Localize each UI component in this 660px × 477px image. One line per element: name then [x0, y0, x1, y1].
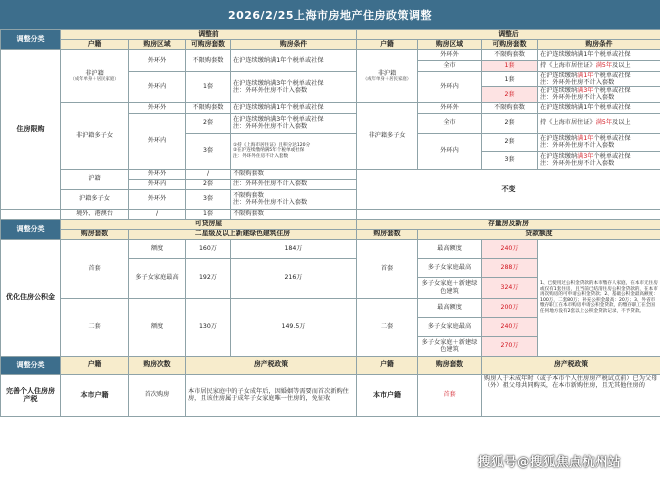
before-slash-1: / [186, 169, 231, 179]
fund-col-count-r: 购房套数 [357, 229, 418, 239]
col-cond-after: 购房条件 [538, 40, 660, 50]
col-cond: 购房条件 [231, 40, 357, 50]
fund-multi-r: 多子女家庭最高 [418, 258, 482, 277]
fund-second-v2: 240万 [482, 317, 538, 336]
tax-col-times: 购房次数 [129, 356, 186, 374]
page-title: 2026/2/25上海市房地产住房政策调整 [0, 0, 660, 29]
before-cond-c: 在沪连续缴纳满3年个税单或社保 注：外环外住房不计入套数 [231, 113, 357, 133]
after-cond-card: 持《上海市居住证》满5年及以上 [538, 61, 660, 72]
fund-first-m2: 216万 [231, 258, 357, 298]
after-nonlocal: 非沪籍 （成年单身＋居民家庭） [357, 50, 418, 103]
col-count-after: 可购房套数 [482, 40, 538, 50]
category-header-3: 调整分类 [1, 356, 61, 374]
fund-second: 二套 [61, 298, 129, 356]
tax-col-hukou: 户籍 [61, 356, 129, 374]
category-purchase: 住房限购 [1, 50, 61, 210]
fund-first-q2: 184万 [231, 239, 357, 258]
category-tax: 完善个人住房房产税 [1, 374, 61, 416]
before-nolimit: 不限购套数 [186, 50, 231, 72]
tax-first-r: 首套 [418, 374, 482, 416]
after-whole-city-2: 全市 [418, 113, 482, 133]
fund-col-count: 购房套数 [61, 229, 129, 239]
before-cond-1y-2: 在沪连续缴纳满1年个税单或社保 [231, 102, 357, 113]
fund-second-v1: 200万 [482, 298, 538, 317]
fund-max-label: 最高额度 [418, 239, 482, 258]
before-header: 调整前 [61, 30, 357, 40]
after-nonlocal-children: 非沪籍多子女 [357, 102, 418, 169]
fund-multi-r-2: 多子女家庭最高 [418, 317, 482, 336]
fund-quota-label-2: 额度 [129, 298, 186, 356]
after-cond-1y-2: 在沪连续缴纳满1年个税单或社保 [538, 102, 660, 113]
after-header: 调整后 [357, 30, 660, 40]
tax-col-policy-r: 房产税政策 [482, 356, 660, 374]
fund-quota-label: 额度 [129, 239, 186, 258]
after-nolimit-2: 不限购套数 [482, 102, 538, 113]
tax-first-time: 首次购房 [129, 374, 186, 416]
fund-multi-green-2: 多子女家庭＋新建绿色建筑 [418, 336, 482, 356]
after-outside: 外环外 [418, 50, 482, 61]
before-two: 2套 [186, 113, 231, 133]
category-fund: 优化住房公积金 [1, 239, 61, 356]
after-cond-3y-in: 在沪连续缴纳满3年个税单或社保 注：外环外住房不计入套数 [538, 87, 660, 102]
after-unchanged: 不变 [357, 169, 660, 209]
before-local: 沪籍 [61, 169, 129, 189]
after-cond-1y-c: 在沪连续缴纳满1年个税单或社保 注：外环外住房不计入套数 [538, 133, 660, 151]
after-count-2c: 2套 [482, 133, 538, 151]
fund-multi-green: 多子女家庭＋新建绿色建筑 [418, 277, 482, 298]
before-outside: 外环外 [129, 50, 186, 72]
fund-max-label-2: 最高额度 [418, 298, 482, 317]
after-inside-2: 外环内 [418, 133, 482, 169]
fund-second-v3: 270万 [482, 336, 538, 356]
fund-first-v3: 324万 [482, 277, 538, 298]
before-outside-2: 外环外 [129, 102, 186, 113]
before-lc-c: 不限购套数 注：外环外住房不计入套数 [231, 189, 357, 209]
fund-first-m1: 192万 [186, 258, 231, 298]
fund-note: 1、已使用过公积金贷款的本市缴存人家庭，在本市无住房或仅有1套住房，且当前已结清住房公积金贷款的，在本市再次购房的可申请公积金贷款；2、基础公积金最高额度：100万，二套80万；补充公积金最高：20万；3、外省市缴存职工在本市购房申请公积金贷款，的缴存职工在全国任何地方没有2套以上公积金贷款记录，不予贷款。 [538, 239, 660, 356]
fund-first: 首套 [61, 239, 129, 298]
before-cond-card: ①持《上海市居住证》且积分达120分 ②在沪连续缴纳满5年个税单或社保 注：外环外住房不计入套数 [231, 133, 357, 169]
fund-second-q1: 130万 [186, 298, 231, 356]
tax-policy-right: 购房人于未成年时（或子本市个人住房房产税试点前）已为父母（外）祖父母共同购买，在本市新购住房，且无其他住房的 [482, 374, 660, 416]
after-count-2b: 2套 [482, 113, 538, 133]
before-outside-3: 外环外 [129, 169, 186, 179]
tax-col-count-r: 购房套数 [418, 356, 482, 374]
fund-second-q2: 149.5万 [231, 298, 357, 356]
fund-multi-label: 多子女家庭最高 [129, 258, 186, 298]
before-local-nolimit: 不限购套数 [231, 169, 357, 179]
after-cond-1y-in: 在沪连续缴纳满1年个税单或社保 注：外环外住房不计入套数 [538, 72, 660, 87]
tax-col-policy: 房产税政策 [186, 356, 357, 374]
category-header: 调整分类 [1, 30, 61, 50]
before-inside-2: 外环内 [129, 113, 186, 169]
fund-second-r: 二套 [357, 298, 418, 356]
before-hk-c: 不限购套数 [231, 209, 357, 219]
after-cond-3y-c: 在沪连续缴纳满3年个税单或社保 注：外环外住房不计入套数 [538, 151, 660, 169]
col-area-after: 购房区域 [418, 40, 482, 50]
fund-first-v1: 240万 [482, 239, 538, 258]
before-local-children: 沪籍多子女 [61, 189, 129, 209]
before-outside-4: 外环外 [129, 189, 186, 209]
before-local-c: 注：外环外住房不计入套数 [231, 179, 357, 189]
after-count-1: 1套 [482, 61, 538, 72]
before-nonlocal-children: 非沪籍多子女 [61, 102, 129, 169]
before-one: 1套 [186, 72, 231, 103]
col-count: 可购房套数 [186, 40, 231, 50]
before-nolimit-2: 不限购套数 [186, 102, 231, 113]
after-count-1b: 1套 [482, 72, 538, 87]
policy-table [0, 29, 660, 417]
after-whole-city: 全市 [418, 61, 482, 72]
col-hukou: 户籍 [61, 40, 129, 50]
after-count-3: 3套 [482, 151, 538, 169]
fund-col-quota-r: 贷款额度 [418, 229, 660, 239]
tax-hukou: 本市户籍 [61, 374, 129, 416]
before-inside-3: 外环内 [129, 179, 186, 189]
before-three: 3套 [186, 133, 231, 169]
before-slash-2: / [129, 209, 186, 219]
before-cond-3y: 在沪连续缴纳满3年个税单或社保 注：外环外住房不计入套数 [231, 72, 357, 103]
category-header-2: 调整分类 [1, 219, 61, 239]
fund-left-header: 可贷房屋 [61, 219, 357, 229]
watermark-text: 搜狐号@搜狐焦点杭州站 [478, 454, 622, 469]
fund-first-r: 首套 [357, 239, 418, 298]
fund-col-green: 二星级及以上新建绿色建筑住房 [129, 229, 357, 239]
before-nonlocal: 非沪籍 （成年单身＋居民家庭） [61, 50, 129, 103]
fund-right-header: 存量房及新房 [357, 219, 660, 229]
tax-hukou-r: 本市户籍 [357, 374, 418, 416]
tax-col-hukou-r: 户籍 [357, 356, 418, 374]
after-nolimit: 不限购套数 [482, 50, 538, 61]
col-area: 购房区域 [129, 40, 186, 50]
fund-first-q1: 160万 [186, 239, 231, 258]
fund-first-v2: 288万 [482, 258, 538, 277]
before-inside: 外环内 [129, 72, 186, 103]
after-cond-1y: 在沪连续缴纳满1年个税单或社保 [538, 50, 660, 61]
before-two-2: 2套 [186, 179, 231, 189]
before-cond-1y: 在沪连续缴纳满1年个税单或社保 [231, 50, 357, 72]
after-count-2: 2套 [482, 87, 538, 102]
before-hk: 境外、港澳台 [61, 209, 129, 219]
after-cond-card-2: 持《上海市居住证》满5年及以上 [538, 113, 660, 133]
after-inside: 外环内 [418, 72, 482, 103]
before-hk-one: 1套 [186, 209, 231, 219]
col-hukou-after: 户籍 [357, 40, 418, 50]
after-outside-2: 外环外 [418, 102, 482, 113]
before-three-2: 3套 [186, 189, 231, 209]
tax-policy-left: 本市居民家庭中的子女成年后，因婚姻等需要而首次新购住房，且该住房属于成年子女家庭唯一住房的，免征收 [186, 374, 357, 416]
